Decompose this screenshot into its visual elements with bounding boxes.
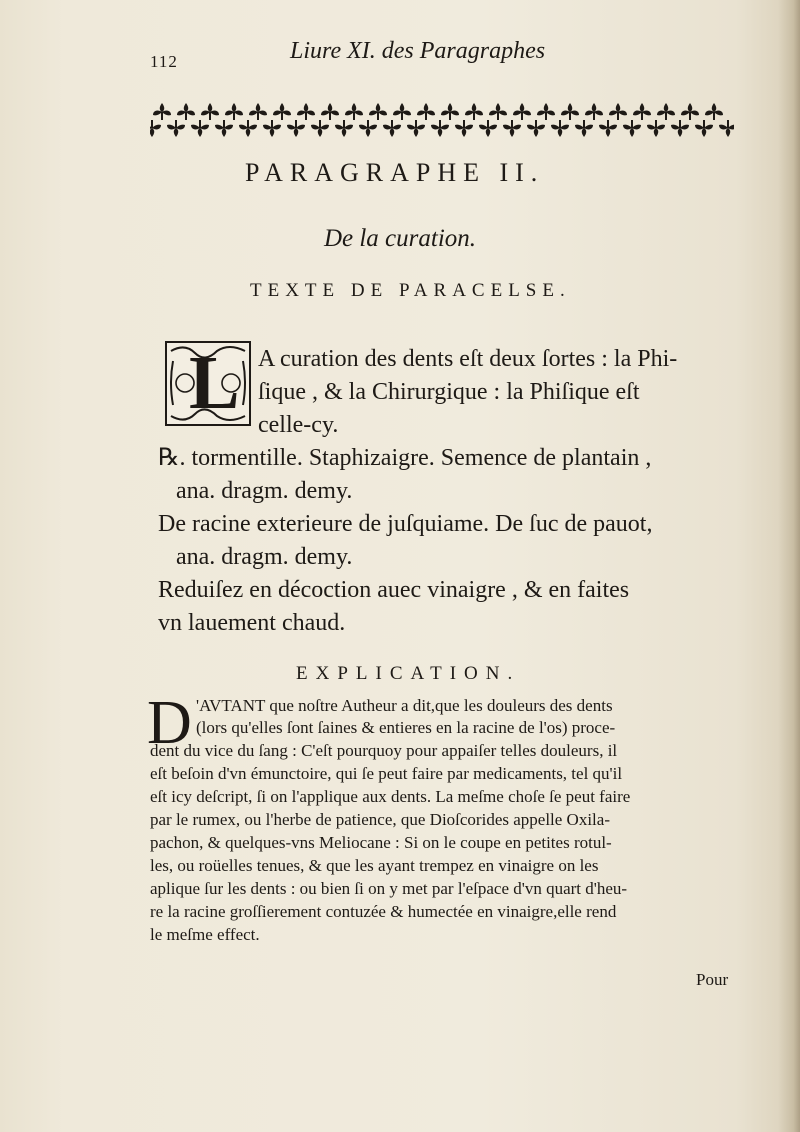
fleuron-icon [719, 120, 734, 137]
decorated-initial [165, 341, 251, 426]
fleuron-icon [273, 103, 291, 120]
fleuron-icon [225, 103, 243, 120]
fleuron-icon [609, 103, 627, 120]
fleuron-icon [311, 120, 329, 137]
explication-line: eſt beſoin d'vn émunctoire, qui ſe peut faire par medicaments, tel qu'il [150, 764, 623, 783]
fleuron-icon [537, 103, 555, 120]
explication-line: dent du vice du ſang : C'eſt pourquoy pour appaiſer telles douleurs, il [150, 741, 618, 760]
paracelse-line: De racine exterieure de juſquiame. De ſuc de pauot, [158, 511, 653, 537]
running-head: Liure XI. des Paragraphes [290, 38, 546, 64]
fleuron-icon [527, 120, 545, 137]
fleuron-icon [297, 103, 315, 120]
fleuron-icon [681, 103, 699, 120]
fleuron-icon [657, 103, 675, 120]
page-number: 112 [150, 52, 178, 71]
fleuron-icon [441, 103, 459, 120]
section-subheading: De la curation. [323, 225, 477, 252]
fleuron-icon [215, 120, 233, 137]
paracelse-line: A curation des dents eſt deux ſortes : la Phi- [258, 346, 678, 372]
paracelse-line: ſique , & la Chirurgique : la Phiſique eſt [258, 379, 640, 405]
paracelse-line: celle-cy. [258, 412, 339, 438]
fleuron-icon [239, 120, 257, 137]
explication-line: (lors qu'elles ſont ſaines & entieres en la racine de l'os) proce- [196, 718, 616, 737]
fleuron-icon [623, 120, 641, 137]
fleuron-icon [321, 103, 339, 120]
paracelse-line: ana. dragm. demy. [176, 544, 353, 570]
page-edge-shadow [778, 0, 800, 1132]
fleuron-icon [150, 120, 161, 137]
fleuron-icon [561, 103, 579, 120]
fleuron-icon [393, 103, 411, 120]
fleuron-icon [201, 103, 219, 120]
fleuron-icon [489, 103, 507, 120]
fleuron-icon [263, 120, 281, 137]
fleuron-icon [335, 120, 353, 137]
explication-dropcap: D [147, 689, 192, 757]
paracelse-line: Reduiſez en décoction auec vinaigre , & en faites [158, 577, 630, 603]
fleuron-icon [599, 120, 617, 137]
fleuron-icon [671, 120, 689, 137]
fleuron-icon [513, 103, 531, 120]
catchword: Pour [696, 970, 729, 989]
fleuron-icon [705, 103, 723, 120]
fleuron-icon [633, 103, 651, 120]
fleuron-icon [249, 103, 267, 120]
fleuron-icon [417, 103, 435, 120]
fleuron-icon [695, 120, 713, 137]
fleuron-icon [345, 103, 363, 120]
fleuron-icon [287, 120, 305, 137]
explication-line: eſt icy deſcript, ſi on l'applique aux dents. La meſme choſe ſe peut faire [150, 787, 631, 806]
fleuron-icon [359, 120, 377, 137]
paracelse-line: ana. dragm. demy. [176, 478, 353, 504]
fleuron-icon [647, 120, 665, 137]
text-title: TEXTE DE PARACELSE. [250, 280, 571, 301]
explication-title: EXPLICATION. [296, 663, 521, 684]
fleuron-icon [369, 103, 387, 120]
fleuron-icon [153, 103, 171, 120]
paragraph-heading: PARAGRAPHE II. [245, 158, 545, 187]
explication-line: par le rumex, ou l'herbe de patience, que Dioſcorides appelle Oxila- [150, 810, 610, 829]
paracelse-line: ℞. tormentille. Staphizaigre. Semence de plantain , [158, 445, 652, 471]
fleuron-icon [465, 103, 483, 120]
explication-line: re la racine groſſierement contuzée & humectée en vinaigre,elle rend [150, 902, 617, 921]
fleuron-icon [503, 120, 521, 137]
fleuron-icon [575, 120, 593, 137]
explication-line: le meſme effect. [150, 925, 260, 944]
explication-line: aplique ſur les dents : ou bien ſi on y met par l'eſpace d'vn quart d'heu- [150, 879, 628, 898]
explication-line: 'AVTANT que noſtre Autheur a dit,que les douleurs des dents [196, 696, 613, 715]
fleuron-icon [167, 120, 185, 137]
fleuron-icon [551, 120, 569, 137]
explication-line: pachon, & quelques-vns Meliocane : Si on le coupe en petites rotul- [150, 833, 612, 852]
fleuron-icon [383, 120, 401, 137]
fleuron-icon [479, 120, 497, 137]
fleuron-icon [407, 120, 425, 137]
ornamental-band [150, 98, 734, 140]
paracelse-line: vn lauement chaud. [158, 610, 346, 636]
fleuron-icon [455, 120, 473, 137]
fleuron-icon [431, 120, 449, 137]
fleuron-icon [177, 103, 195, 120]
explication-line: les, ou roüelles tenues, & que les ayant trempez en vinaigre on les [150, 856, 599, 875]
dropcap-letter: L [189, 341, 240, 425]
fleuron-icon [191, 120, 209, 137]
fleuron-icon [585, 103, 603, 120]
